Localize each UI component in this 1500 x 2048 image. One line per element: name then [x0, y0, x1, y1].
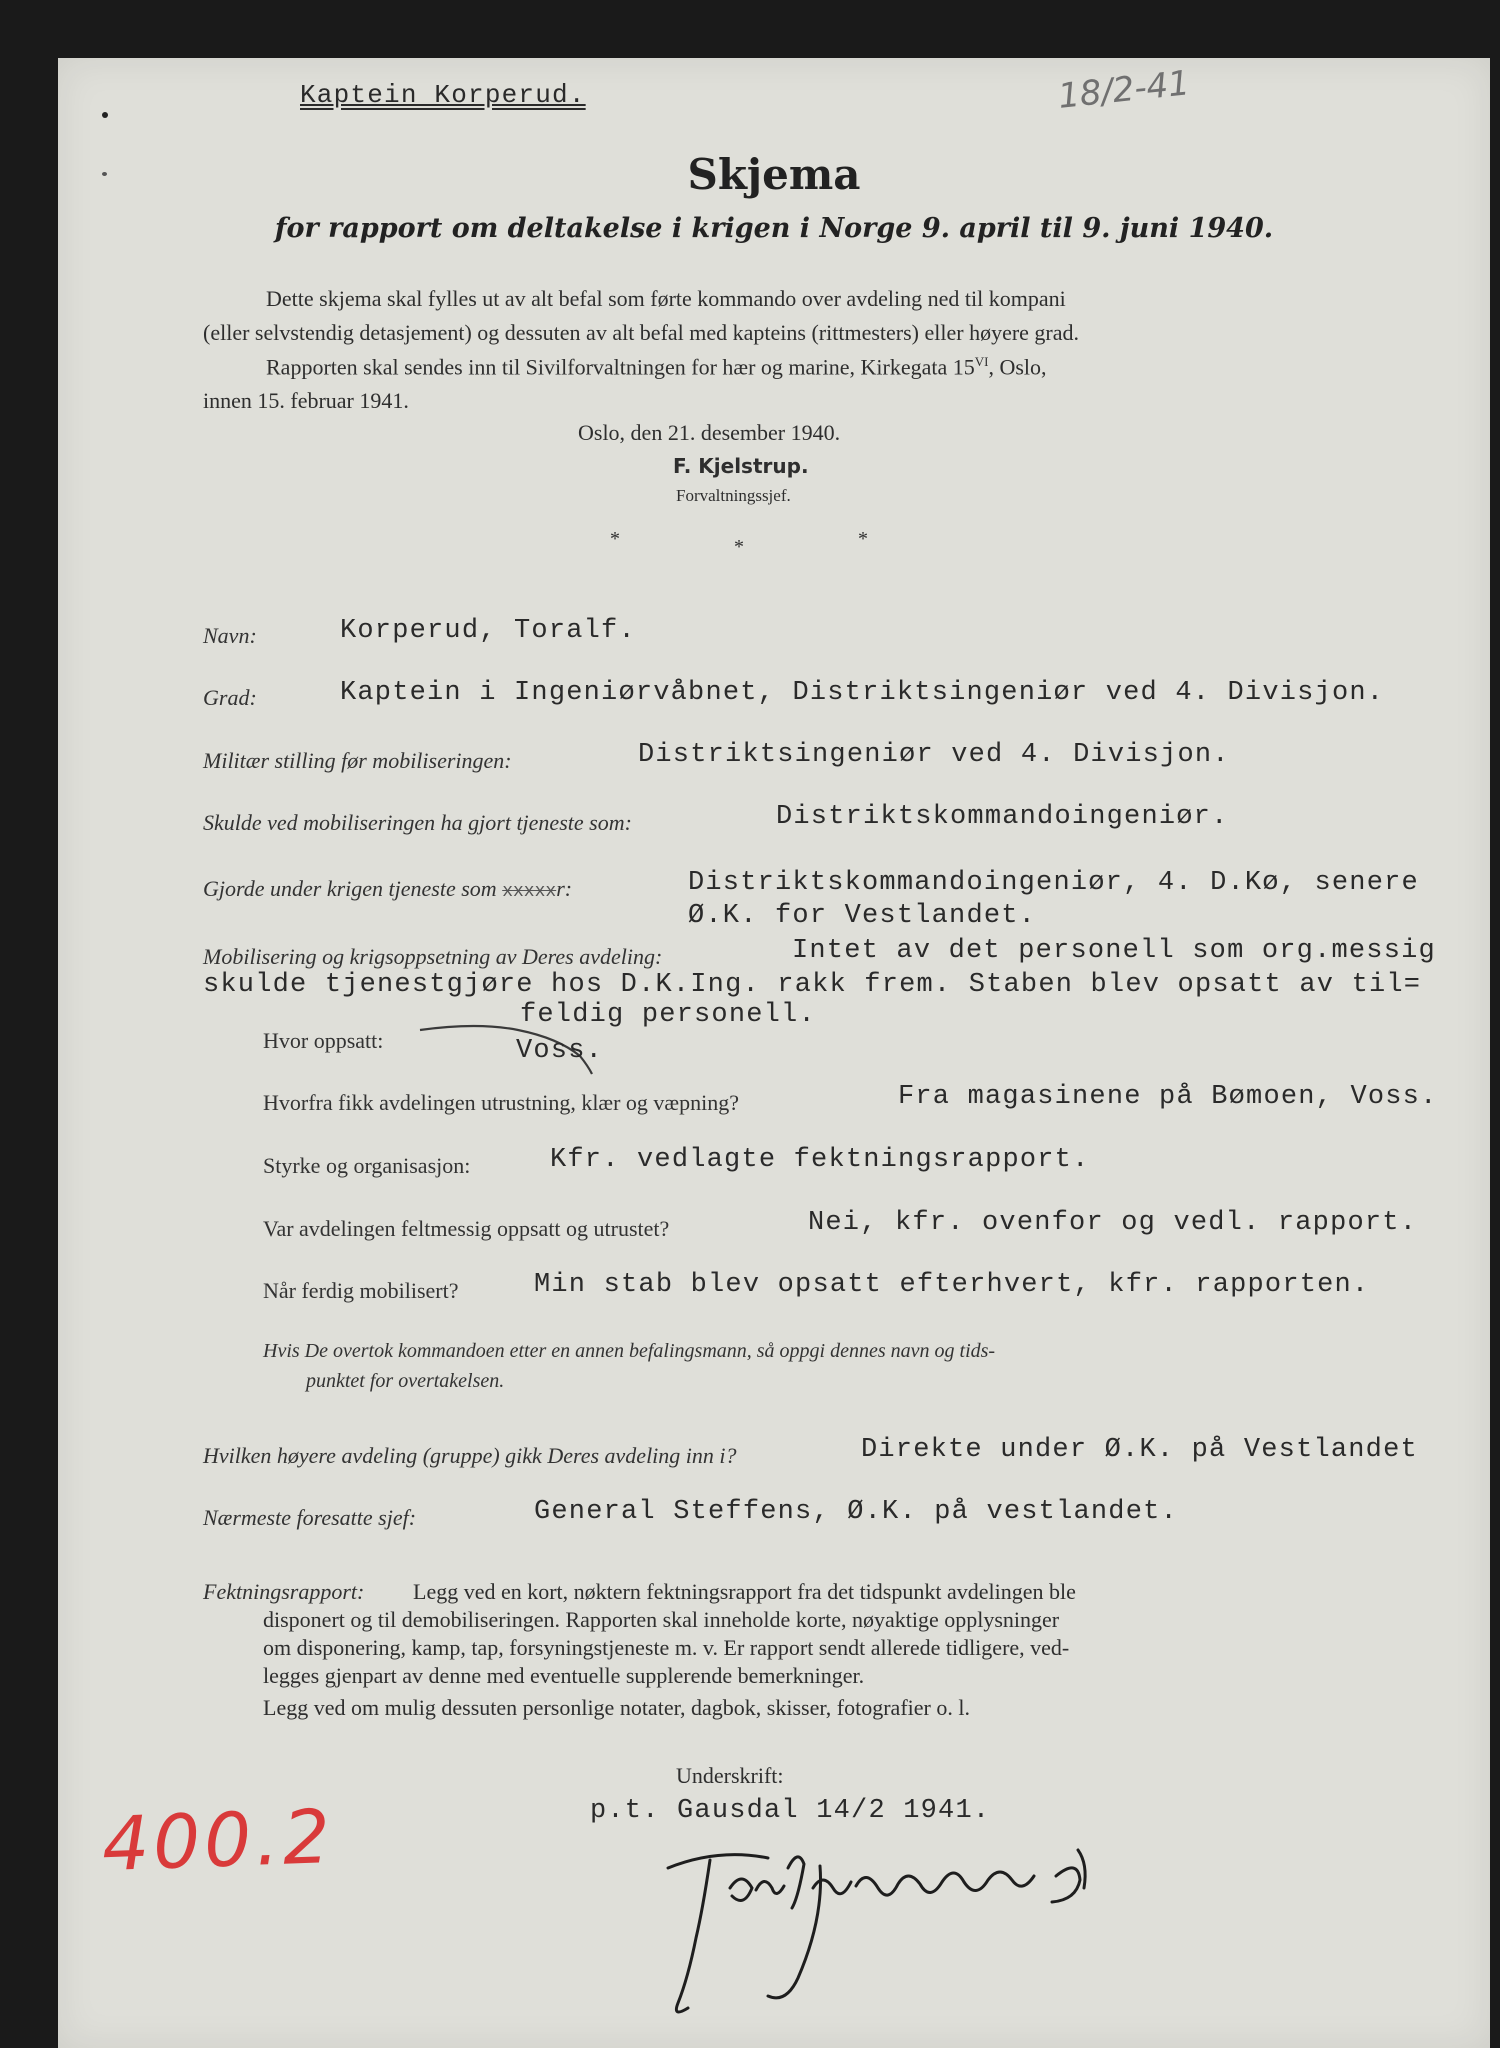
signature-place-date: p.t. Gausdal 14/2 1941. [590, 1796, 991, 1826]
archive-number: 400.2 [100, 1793, 336, 1889]
hvorfra-value: Fra magasinene på Bømoen, Voss. [898, 1082, 1438, 1112]
issuer-name: F. Kjelstrup. [673, 454, 809, 478]
intro-line-1: Dette skjema skal fylles ut av alt befal som førte kommando over avdeling ned til kompani [266, 286, 1066, 311]
hvilken-label: Hvilken høyere avdeling (gruppe) gikk Deres avdeling inn i? [203, 1443, 737, 1468]
naar-value: Min stab blev opsatt efterhvert, kfr. rapporten. [534, 1270, 1370, 1300]
mobilisering-value-line-3: feldig personell. [520, 1000, 816, 1030]
naermeste-label: Nærmeste foresatte sjef: [203, 1505, 417, 1530]
styrke-value: Kfr. vedlagte fektningsrapport. [550, 1145, 1090, 1175]
fektning-line-1: Legg ved en kort, nøktern fektningsrapport fra det tidspunkt avdelingen ble [413, 1579, 1076, 1604]
form-subtitle: for rapport om deltakelse i krigen i Norge 9. april til 9. juni 1940. [274, 213, 1274, 244]
separator-star: * [734, 536, 744, 558]
issuer-title: Forvaltningssjef. [676, 486, 791, 505]
skulde-label: Skulde ved mobiliseringen ha gjort tjeneste som: [203, 810, 632, 835]
hvor-label: Hvor oppsatt: [263, 1028, 384, 1053]
hvorfra-label: Hvorfra fikk avdelingen utrustning, klær og væpning? [263, 1090, 739, 1115]
margin-mark [102, 112, 108, 118]
underskrift-label: Underskrift: [676, 1763, 784, 1788]
separator-star: * [610, 528, 620, 550]
gjorde-value-line-1: Distriktskommandoingeniør, 4. D.Kø, senere [688, 868, 1419, 898]
hvis-instruction-line-1: Hvis De overtok kommandoen etter en annen befalingsmann, så oppgi dennes navn og tids- [263, 1340, 996, 1362]
fektning-line-2: disponert og til demobiliseringen. Rapporten skal inneholde korte, nøyaktige opplysninger [263, 1607, 1060, 1632]
mobilisering-label: Mobilisering og krigsoppsetning av Deres avdeling: [203, 944, 663, 969]
hvis-instruction-line-2: punktet for overtakelsen. [306, 1370, 505, 1392]
grad-label: Grad: [203, 685, 257, 710]
styrke-label: Styrke og organisasjon: [263, 1153, 471, 1178]
separator-star: * [858, 528, 868, 550]
grad-value: Kaptein i Ingeniørvåbnet, Distriktsingeniør ved 4. Divisjon. [340, 678, 1385, 708]
intro-line-3: Rapporten skal sendes inn til Sivilforvaltningen for hær og marine, Kirkegata $15^{VI}$, Oslo, [266, 354, 1047, 380]
var-label: Var avdelingen feltmessig oppsatt og utrustet? [263, 1216, 670, 1241]
fektning-line-4: legges gjenpart av denne med eventuelle supplerende bemerkninger. [263, 1663, 865, 1688]
fektning-line-5: Legg ved om mulig dessuten personlige notater, dagbok, skisser, fotografier o. l. [263, 1695, 970, 1720]
form-title: Skjema [687, 150, 861, 199]
handwritten-date: 18/2-41 [1056, 63, 1192, 117]
fektning-line-3: om disponering, kamp, tap, forsyningstjeneste m. v. Er rapport sendt allerede tidligere, ved- [263, 1635, 1070, 1660]
intro-line-2: (eller selvstendig detasjement) og dessuten av alt befal med kapteins (rittmesters) eller høyere grad. [203, 320, 1080, 345]
gjorde-label: Gjorde under krigen tjeneste som xxxxxr: [203, 876, 573, 902]
gjorde-value-line-2: Ø.K. for Vestlandet. [688, 901, 1037, 931]
addressee: Kaptein Korperud. [300, 80, 586, 110]
mobilisering-value-line-1: Intet av det personell som org.messig [792, 936, 1436, 966]
militaer-label: Militær stilling før mobiliseringen: [203, 748, 512, 773]
naar-label: Når ferdig mobilisert? [263, 1278, 459, 1303]
intro-line-4: innen 15. februar 1941. [203, 388, 409, 413]
form-page [58, 58, 1490, 2048]
navn-value: Korperud, Toralf. [340, 616, 636, 646]
margin-mark [102, 172, 107, 176]
hvilken-value: Direkte under Ø.K. på Vestlandet [861, 1435, 1418, 1465]
fektning-label: Fektningsrapport: [203, 1579, 365, 1604]
var-value: Nei, kfr. ovenfor og vedl. rapport. [808, 1208, 1418, 1238]
skulde-value: Distriktskommandoingeniør. [776, 802, 1229, 832]
hvor-value: Voss. [516, 1036, 604, 1066]
naermeste-value: General Steffens, Ø.K. på vestlandet. [534, 1497, 1178, 1527]
issue-place-date: Oslo, den 21. desember 1940. [578, 420, 841, 445]
militaer-value: Distriktsingeniør ved 4. Divisjon. [638, 740, 1230, 770]
handwritten-signature [648, 1828, 1118, 2028]
mobilisering-value-line-2: skulde tjenestgjøre hos D.K.Ing. rakk frem. Staben blev opsatt av til= [203, 970, 1422, 1000]
navn-label: Navn: [203, 623, 257, 648]
